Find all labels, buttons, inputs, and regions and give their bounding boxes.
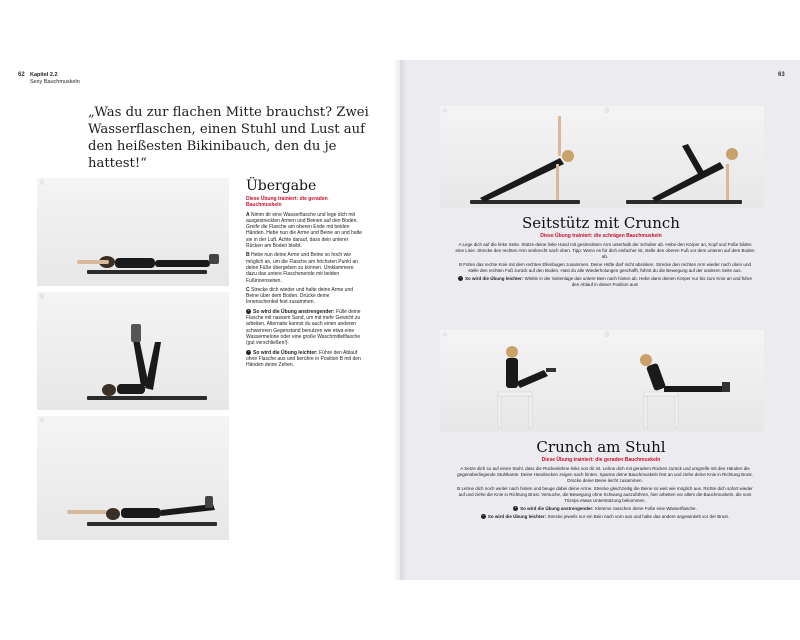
- exercise-subtitle: Diese Übung trainiert: die schrägen Bauchmuskeln: [540, 233, 662, 239]
- exercise-photo-c: [37, 416, 229, 540]
- minus-icon: −: [482, 514, 485, 519]
- chapter-header: [30, 72, 80, 86]
- side-plank-photo-a: [440, 106, 602, 208]
- exercise-photo-b: [37, 292, 229, 410]
- photo-label: A: [443, 332, 447, 338]
- step-a: A Lege dich auf die linke Seite. Stütze deine linke Hand mit gestrecktem Arm unterhalb der Schulter ab. Hebe den Körper an, Kopf und Füße bilden eine Linie. Strecke den rechten Arm senkrecht nach oben. Tipp: Wenn es für dich einfacher ist, stelle den oberen Fuß vor dem unteren auf dem Boden ab.: [455, 242, 755, 259]
- chapter-subtitle: Sexy Bauchmuskeln: [30, 79, 80, 85]
- exercise-photo-a: [37, 178, 229, 286]
- easier-tip: − So wird die Übung leichter: Winkle in der Seitenlage das untere Bein nach hinten ab. Hebe dann deinen Körper nur bis zum Knie an und führe den Ablauf in dieser Position aus!: [459, 276, 752, 287]
- photo-label: C: [40, 418, 44, 424]
- harder-tip: + So wird die Übung anstrengender: Fülle deine Flasche mit nassem Sand, um mit mehr Gewicht zu arbeiten. Alternativ kannst du auch einen anderen schwereren Gegenstand benutzen wie etwa eine Wassermelone oder eine große Waschmittelflasche (gut verschließen!).: [246, 308, 361, 347]
- page-number-right: 63: [778, 72, 785, 78]
- step-b: B Führe das rechte Knie mit dem rechten Ellenbogen zusammen. Deine Hüfte darf nicht absinken. Strecke den rechten Arm wieder nach oben und stelle den rechten Fuß zurück auf den Boden. Hast du alle Wiederholungen geschafft, führst du die Bewegung auf der anderen Seite aus.: [459, 262, 751, 273]
- step-a: A Setze dich so auf einen Stuhl, dass die Rückenlehne links von dir ist. Lehne dich mit geradem Rücken zurück und umgreife mit den Händen die gegenüberliegende Stuhlkante. Deine Handrücken zeigen nach hinten. Spanne deine Bauchmuskeln fest an und ziehe deine Knie in Richtung Brust. Drücke deine Beine leicht zusammen.: [457, 466, 753, 483]
- plus-icon: +: [514, 506, 517, 511]
- exercise-title-seitstuetz: Seitstütz mit Crunch: [522, 214, 680, 232]
- figure-side-crunch: [602, 106, 764, 208]
- harder-tip: + So wird die Übung anstrengender: Klemme zwischen deine Füße eine Wasserflasche.: [514, 506, 697, 511]
- exercise-subtitle: Diese Übung trainiert: die geraden Bauchmuskeln: [541, 457, 661, 463]
- figure-legs-up: [37, 292, 229, 410]
- step-c: C Strecke dich wieder und halte deine Arme und Beine über dem Boden. Drücke deine Innenschenkel fest zusammen.: [246, 286, 354, 306]
- step-b: B Lehne dich noch weiter nach hinten und beuge dabei deine Arme. Strecke gleichzeitig die Beine so weit wie möglich aus. Richte dich sofort wieder auf und ziehe die Knie in Richtung Brust. Versuche, die Bewegung ohne Schwung auszuführen, hier arbeiten vor allem die Bauchmuskeln, die vom Trizeps etwas Unterstützung bekommen.: [457, 486, 753, 503]
- easier-tip: − So wird die Übung leichter: Führe den Ablauf ohne Flasche aus und berühre in Position B mit den Händen deine Zehen.: [246, 349, 361, 369]
- exercise-title-uebergabe: Übergabe: [246, 178, 317, 194]
- gutter: [393, 60, 407, 580]
- step-a: A Nimm dir eine Wasserflasche und lege dich mit ausgestreckten Armen und Beinen auf den Boden. Greife die Flasche am oberen Ende mit beiden Händen. Hebe nun die Arme und Beine an und halte sie in der Luft. Achte darauf, dass dein unterer Rücken am Boden bleibt.: [246, 211, 362, 250]
- photo-label: A: [40, 180, 44, 186]
- figure-lying: [37, 178, 229, 286]
- pull-quote: „Was du zur flachen Mitte brauchst? Zwei Wasserflaschen, einen Stuhl und Lust auf den heißesten Bikinibauch, den du je hattest!“: [88, 105, 369, 171]
- side-plank-photo-b: [602, 106, 764, 208]
- minus-icon: −: [247, 349, 250, 354]
- chapter-title: Kapitel 2.2: [30, 72, 58, 78]
- photo-label: B: [40, 294, 44, 300]
- photo-label: A: [443, 108, 447, 114]
- exercise-subtitle: Diese Übung trainiert: die geraden Bauchmuskeln: [246, 196, 328, 209]
- page-number-left: 62: [18, 72, 25, 78]
- plus-icon: +: [247, 308, 250, 313]
- figure-stretched: [37, 416, 229, 540]
- figure-chair-crunch-b: [602, 330, 764, 432]
- step-b: B Hebe nun deine Arme und Beine so hoch wie möglich an, um die Flasche am höchsten Punkt an deine Füße übergeben zu können. Umklammere dazu das untere Flaschenende mit beiden Fußinnenseiten.: [246, 252, 359, 284]
- chair-crunch-photo-b: [602, 330, 764, 432]
- figure-side-plank: [440, 106, 602, 208]
- exercise-text-crunch-stuhl: [455, 466, 755, 522]
- figure-chair-crunch-a: [440, 330, 602, 432]
- minus-icon: −: [459, 276, 462, 281]
- easier-tip: − So wird die Übung leichter: Strecke jeweils nur ein Bein nach vorn aus und halte das andere angewinkelt vor der Brust.: [482, 514, 730, 519]
- photo-label: B: [605, 108, 609, 114]
- exercise-text-uebergabe: [246, 196, 362, 371]
- chair-crunch-photo-a: [440, 330, 602, 432]
- exercise-title-crunch-stuhl: Crunch am Stuhl: [536, 438, 666, 456]
- exercise-text-seitstuetz: [455, 242, 755, 290]
- photo-label: B: [605, 332, 609, 338]
